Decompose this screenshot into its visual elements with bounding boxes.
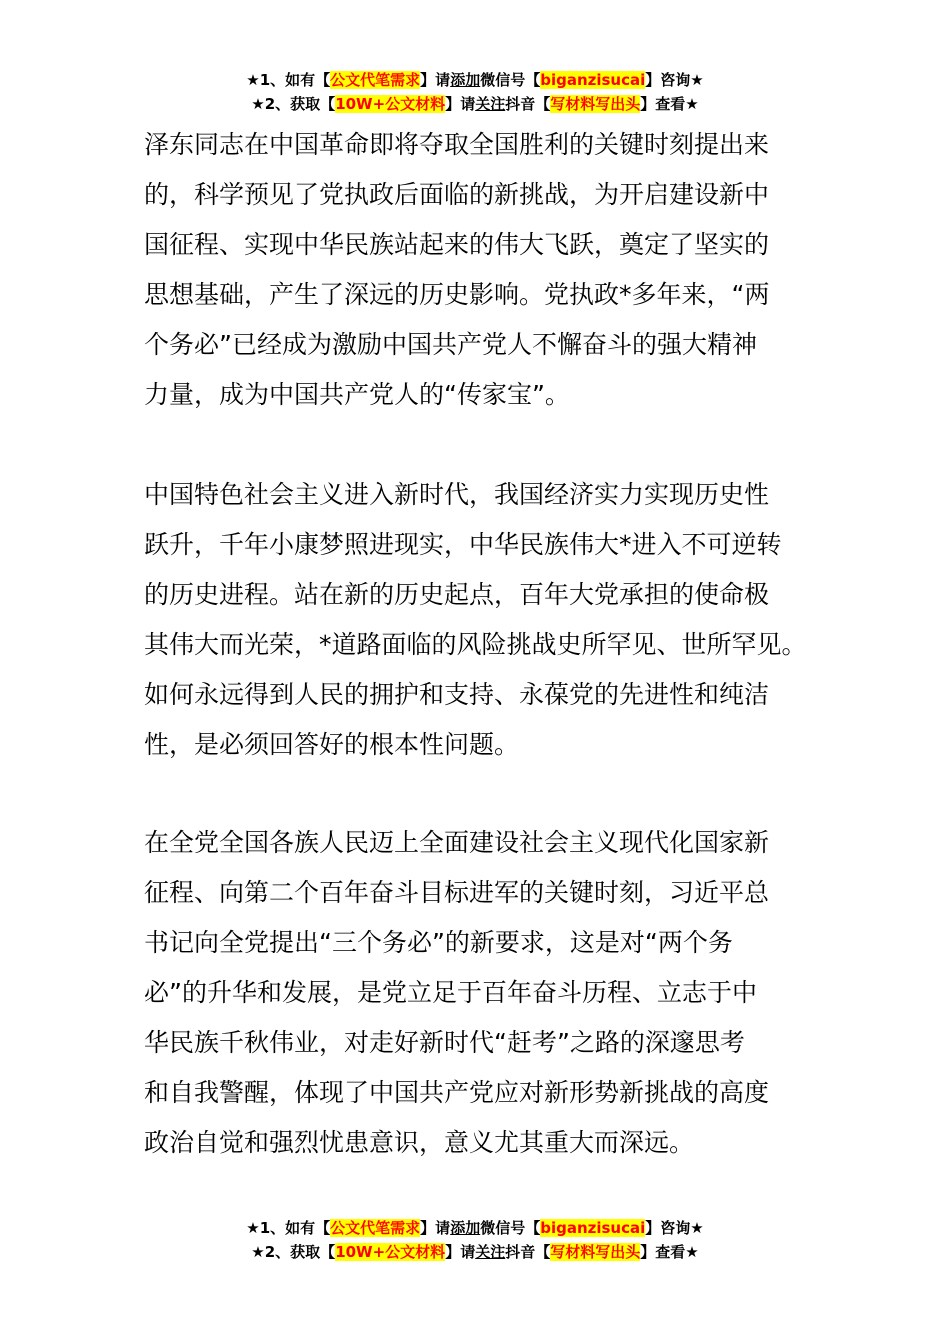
banner-line-2 [0, 1240, 950, 1264]
text-line: 在全党全国各族人民迈上全面建设社会主义现代化国家新 [144, 828, 770, 857]
banner-text: 微信号【 [480, 71, 541, 89]
banner-text: 】咨询★ [645, 1219, 704, 1237]
highlight-service: 公文代笔需求 [330, 71, 421, 89]
text-line: 和自我警醒，体现了中国共产党应对新形势新挑战的高度 [144, 1078, 770, 1107]
text-line: 政治自觉和强烈忧患意识，意义尤其重大而深远。 [144, 1128, 695, 1157]
text-line: 其伟大而光荣，*道路面临的风险挑战史所罕见、世所罕见。 [144, 630, 807, 659]
underlined-text: 关注 [475, 95, 506, 113]
text-line: 的历史进程。站在新的历史起点，百年大党承担的使命极 [144, 580, 770, 609]
banner-text: 】请 [420, 1219, 451, 1237]
banner-text: ★1、如有【 [246, 1219, 331, 1237]
banner-text: 微信号【 [480, 1219, 541, 1237]
highlight-service: 公文代笔需求 [330, 1219, 421, 1237]
header-banner [0, 68, 950, 116]
text-line: 性，是必须回答好的根本性问题。 [144, 730, 520, 759]
banner-text: 】请 [445, 1243, 476, 1261]
underlined-text: 添加 [450, 71, 481, 89]
highlight-materials: 10W+公文材料 [335, 95, 446, 113]
text-line: 征程、向第二个百年奋斗目标进军的关键时刻，习近平总 [144, 878, 770, 907]
highlight-douyin-account: 写材料写出头 [550, 95, 641, 113]
banner-text: ★2、获取【 [251, 1243, 336, 1261]
text-line: 如何永远得到人民的拥护和支持、永葆党的先进性和纯洁 [144, 680, 770, 709]
banner-text: 】请 [445, 95, 476, 113]
banner-text: 】查看★ [640, 95, 699, 113]
banner-text: ★2、获取【 [251, 95, 336, 113]
highlight-douyin-account: 写材料写出头 [550, 1243, 641, 1261]
text-line: 的，科学预见了党执政后面临的新挑战，为开启建设新中 [144, 180, 770, 209]
banner-text: 】查看★ [640, 1243, 699, 1261]
highlight-wechat-id: biganzisucai [540, 71, 646, 89]
paragraph-3 [144, 818, 824, 1168]
underlined-text: 关注 [475, 1243, 506, 1261]
paragraph-1 [144, 120, 824, 420]
banner-text: 抖音【 [505, 1243, 551, 1261]
text-line: 国征程、实现中华民族站起来的伟大飞跃，奠定了坚实的 [144, 230, 770, 259]
text-line: 跃升，千年小康梦照进现实，中华民族伟大*进入不可逆转 [144, 530, 782, 559]
text-line: 思想基础，产生了深远的历史影响。党执政*多年来，“两 [144, 280, 770, 309]
highlight-materials: 10W+公文材料 [335, 1243, 446, 1261]
banner-line-2 [0, 92, 950, 116]
banner-text: 】咨询★ [645, 71, 704, 89]
paragraph-2 [144, 470, 824, 770]
banner-text: 】请 [420, 71, 451, 89]
banner-text: 抖音【 [505, 95, 551, 113]
text-line: 华民族千秋伟业，对走好新时代“赶考”之路的深邃思考 [144, 1028, 745, 1057]
text-line: 个务必”已经成为激励中国共产党人不懈奋斗的强大精神 [144, 330, 757, 359]
text-line: 必”的升华和发展，是党立足于百年奋斗历程、立志于中 [144, 978, 757, 1007]
highlight-wechat-id: biganzisucai [540, 1219, 646, 1237]
text-line: 书记向全党提出“三个务必”的新要求，这是对“两个务 [144, 928, 733, 957]
text-line: 力量，成为中国共产党人的“传家宝”。 [144, 380, 570, 409]
text-line: 泽东同志在中国革命即将夺取全国胜利的关键时刻提出来 [144, 130, 770, 159]
banner-text: ★1、如有【 [246, 71, 331, 89]
underlined-text: 添加 [450, 1219, 481, 1237]
footer-banner [0, 1216, 950, 1264]
banner-line-1 [0, 1216, 950, 1240]
text-line: 中国特色社会主义进入新时代，我国经济实力实现历史性 [144, 480, 770, 509]
banner-line-1 [0, 68, 950, 92]
